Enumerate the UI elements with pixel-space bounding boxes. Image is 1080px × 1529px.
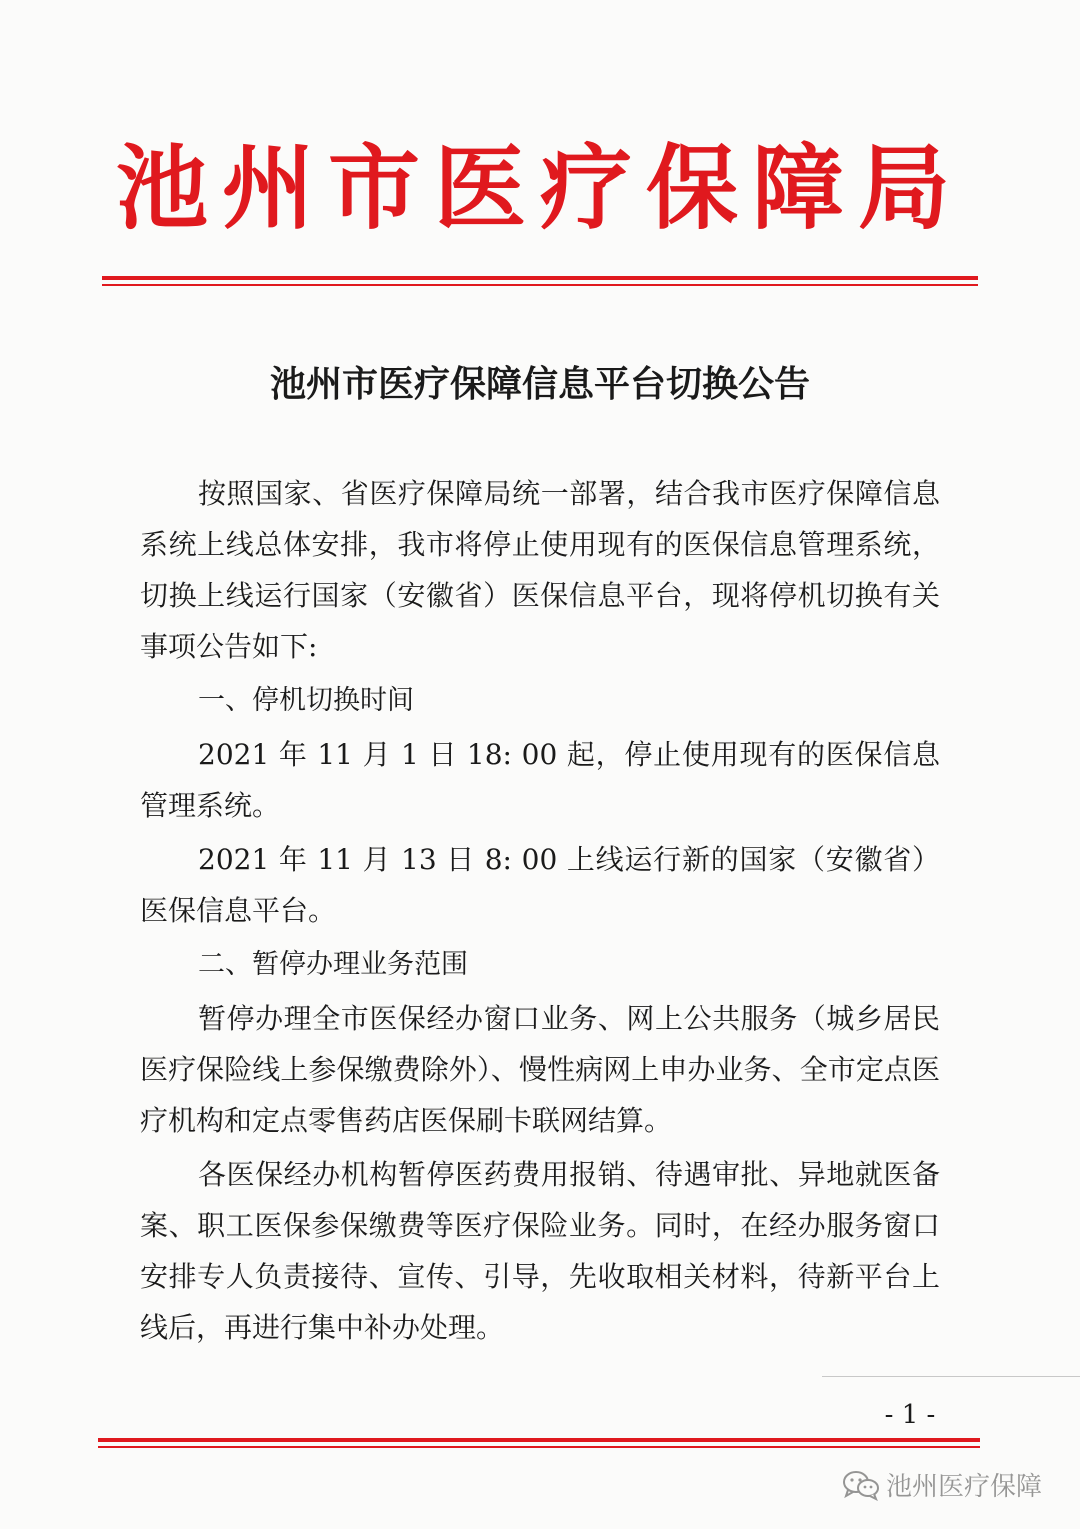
body-paragraph: 各医保经办机构暂停医药费用报销、待遇审批、异地就医备案、职工医保参保缴费等医疗保险业务。同时，在经办服务窗口安排专人负责接待、宣传、引导，先收取相关材料，待新平台上线后，再进行集中补办处理。 — [140, 1158, 940, 1344]
footer-divider — [822, 1376, 1080, 1377]
body-paragraph: 暂停办理全市医保经办窗口业务、网上公共服务（城乡居民医疗保险线上参保缴费除外）、慢性病网上申办业务、全市定点医疗机构和定点零售药店医保刷卡联网结算。 — [140, 1002, 940, 1137]
footer-red-rule — [98, 1438, 980, 1442]
watermark-account-name: 池州医疗保障 — [886, 1472, 1043, 1502]
page-number: - 1 - — [884, 1400, 936, 1430]
document-title: 池州市医疗保障信息平台切换公告 — [269, 364, 810, 405]
document-body — [140, 468, 940, 1353]
account-watermark — [842, 1466, 1042, 1503]
section-heading: 二、暂停办理业务范围 — [198, 949, 468, 980]
header-red-rule-thin — [102, 284, 978, 286]
header-red-rule — [102, 276, 978, 280]
body-paragraph: 2021 年 11 月 13 日 8: 00 上线运行新的国家（安徽省）医保信息平台。 — [140, 843, 940, 927]
agency-masthead: 池州市医疗保障局 — [115, 134, 964, 242]
intro-paragraph: 按照国家、省医疗保障局统一部署，结合我市医疗保障信息系统上线总体安排，我市将停止使用现有的医保信息管理系统，切换上线运行国家（安徽省）医保信息平台，现将停机切换有关事项公告如下: — [140, 477, 940, 663]
wechat-icon — [842, 1469, 880, 1501]
footer-red-rule-thin — [98, 1446, 980, 1448]
section-heading: 一、停机切换时间 — [198, 685, 414, 716]
body-paragraph: 2021 年 11 月 1 日 18: 00 起，停止使用现有的医保信息管理系统。 — [140, 738, 940, 822]
